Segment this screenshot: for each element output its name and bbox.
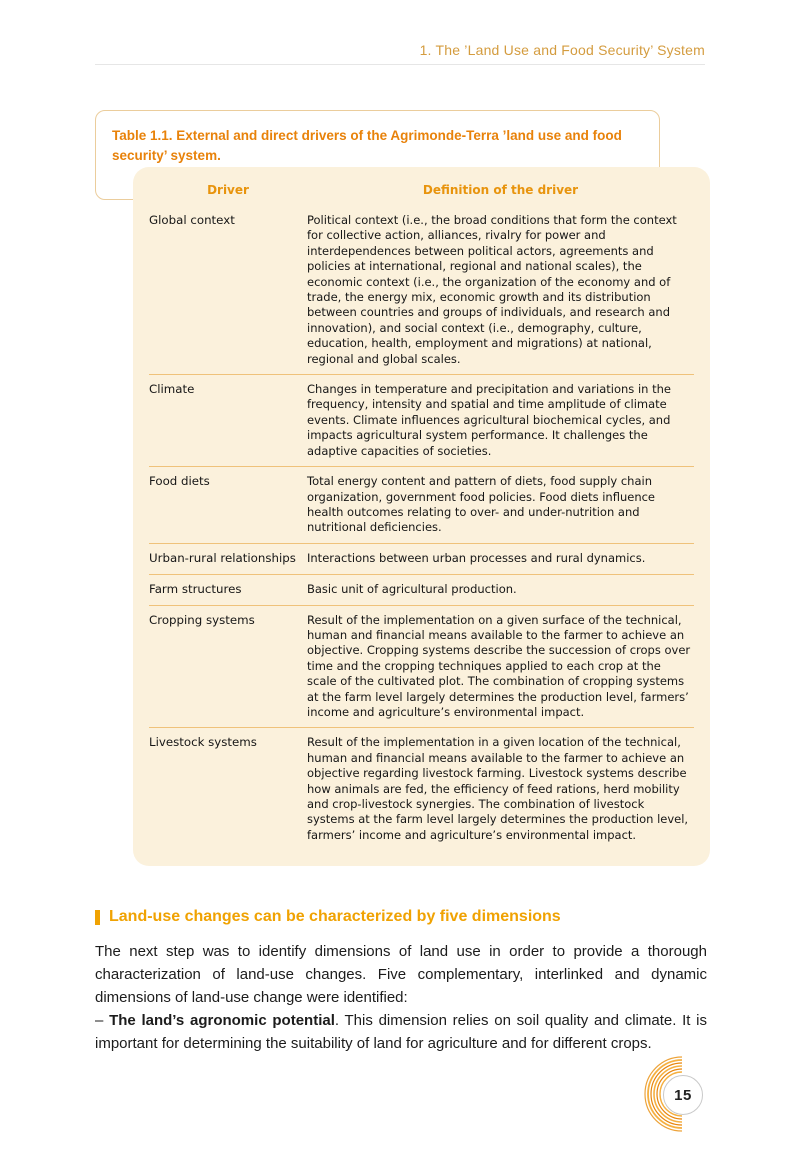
table-row — [149, 605, 694, 728]
table-row — [149, 206, 694, 374]
driver-cell: Climate — [149, 382, 195, 397]
section-heading — [95, 908, 561, 926]
page-number-badge — [632, 1054, 712, 1134]
body-copy — [95, 940, 707, 1055]
column-header-definition: Definition of the driver — [422, 183, 579, 197]
driver-cell: Urban-rural relationships — [149, 550, 296, 565]
drivers-table — [133, 167, 710, 866]
definition-cell: Changes in temperature and precipitation and variations in the frequency, intensity and spatial and time amplitude of climate events. Climate influences agricultural biochemical cycles, and impacts agricultural system performance. It challenges the adaptive capacities of societies. — [307, 382, 671, 458]
table-row — [149, 574, 694, 605]
column-header-driver: Driver — [207, 183, 249, 197]
dimension-lead: The land’s agronomic potential — [109, 1012, 335, 1029]
table-header-row — [149, 177, 694, 206]
driver-cell: Farm structures — [149, 581, 242, 596]
table-body — [149, 206, 694, 850]
definition-cell: Result of the implementation on a given surface of the technical, human and financial means available to the farmer to achieve an objective. Cropping systems describe the succession of crops over time and the cropping techniques applied to each crop at the scale of the cultivated plot. The combination of cropping systems at the farm level largely determines the production level, farmers’ income and agriculture’s environmental impact. — [307, 612, 691, 719]
table-row — [149, 727, 694, 850]
table-row — [149, 466, 694, 543]
definition-cell: Interactions between urban processes and rural dynamics. — [307, 550, 646, 565]
definition-cell: Political context (i.e., the broad conditions that form the context for collective action, alliances, rivalry for power and interdependences between political actors, agreements and policies at international, regional and national scales), the economic context (i.e., the organization of the economy and of trade, the energy mix, economic growth and its distribution between countries and groups of individuals, and research and innovation), and social context (i.e., demography, culture, education, health, employment and migrations) at national, regional and global scales. — [307, 213, 677, 366]
definition-cell: Total energy content and pattern of diets, food supply chain organization, government food policies. Food diets influence health outcomes relating to over- and under-nutrition and nutritional deficiencies. — [307, 474, 656, 535]
dimension-dash: – — [95, 1012, 110, 1029]
definition-cell: Result of the implementation in a given location of the technical, human and financial means available to the farmer to achieve an objective regarding livestock farming. Livestock systems describe how animals are fed, the efficiency of feed rations, herd mobility and crop-livestock synergies. The combination of livestock systems at the farm level largely determines the production level, farmers’ income and agriculture’s environmental impact. — [307, 735, 689, 842]
driver-cell: Cropping systems — [149, 612, 255, 627]
page-number: 15 — [663, 1075, 703, 1115]
header-rule — [95, 64, 705, 65]
section-bullet-icon — [95, 910, 100, 925]
table-title: Table 1.1. External and direct drivers of the Agrimonde-Terra ’land use and food security’ system. — [112, 128, 622, 163]
driver-cell: Global context — [149, 213, 235, 227]
definition-cell: Basic unit of agricultural production. — [307, 581, 517, 596]
table-row — [149, 543, 694, 574]
paragraph-dimension — [95, 1009, 707, 1055]
driver-cell: Livestock systems — [149, 735, 257, 750]
paragraph-intro: The next step was to identify dimensions of land use in order to provide a thorough characterization of land-use changes. Five complementary, interlinked and dynamic dimensions of land-use change were identified: — [95, 943, 707, 1006]
dimension-rest: . This dimension relies on soil quality and climate. It is important for determining the suitability of land for agriculture and for different crops. — [95, 1012, 707, 1052]
table-row — [149, 374, 694, 466]
section-heading-text: Land-use changes can be characterized by five dimensions — [109, 908, 561, 925]
running-header: 1. The ’Land Use and Food Security’ System — [419, 42, 705, 58]
driver-cell: Food diets — [149, 474, 210, 489]
